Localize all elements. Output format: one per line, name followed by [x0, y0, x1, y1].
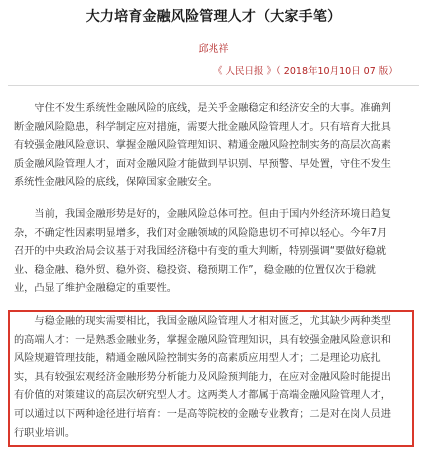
article-source[interactable]: 《 人民日报 》（ 2018年10月10日 07 版）: [213, 66, 398, 77]
paragraph-line: 的高端人才：一是熟悉金融业务，掌握金融风险管理知识，具有较强金融风险意识和: [14, 334, 391, 346]
author-name[interactable]: 邱兆祥: [198, 44, 229, 55]
paragraph-3: [14, 313, 416, 443]
paragraph-line: 行职业培训。: [14, 427, 76, 439]
paragraph-line: 业、稳金融、稳外贸、稳外资、稳投资、稳预期工作”，稳金融的位置仅次于稳就: [14, 264, 376, 276]
paragraph-line: 可以通过以下两种途径进行培育：一是高等院校的金融专业教育；二是对在岗人员进: [14, 408, 391, 420]
paragraph-line: 风险规避管理技能，精通金融风险控制实务的高素质应用型人才；二是理论功底扎: [14, 353, 381, 365]
paragraph-line: 系统性金融风险的底线，保障国家金融安全。: [14, 177, 218, 189]
paragraph-line: 召开的中央政治局会议基于对我国经济稳中有变的重大判断，特别强调“要做好稳就: [14, 246, 387, 258]
paragraph-line: 当前，我国金融形势是好的，金融风险总体可控。但由于国内外经济环境日趋复: [34, 209, 391, 220]
paragraph-line: 断金融风险隐患，科学制定应对措施，需要大批金融风险管理人才。只有培育大批具: [14, 121, 391, 133]
article-title: 大力培育金融风险管理人才（大家手笔）: [85, 9, 342, 25]
paragraph-2: [14, 206, 416, 299]
paragraph-1: [14, 100, 416, 193]
paragraph-line: 质金融风险管理人才，面对金融风险才能做到早识别、早预警、早处置，守住不发生: [14, 158, 391, 170]
paragraph-line: 有价值的对策建议的高层次研究型人才。这两类人才都属于高端金融风险管理人才，: [14, 390, 391, 402]
paragraph-line: 杂，不确定性因素明显增多，我们对金融领域的风险隐患切不可掉以轻心。今年7月: [14, 227, 388, 239]
paragraph-line: 与稳金融的现实需要相比，我国金融风险管理人才相对匮乏，尤其缺少两种类型: [34, 316, 391, 327]
paragraph-line: 有较强金融风险意识、掌握金融风险管理知识、精通金融风险控制实务的高层次高素: [14, 140, 391, 152]
paragraph-line: 业，凸显了维护金融稳定的重要性。: [14, 283, 177, 295]
paragraph-line: 实，具有较强宏观经济金融形势分析能力及风险预判能力，在应对金融风险时能提出: [14, 371, 391, 383]
paragraph-line: 守住不发生系统性金融风险的底线，是关乎金融稳定和经济安全的大事。准确判: [34, 103, 391, 114]
header-divider: [8, 85, 419, 86]
